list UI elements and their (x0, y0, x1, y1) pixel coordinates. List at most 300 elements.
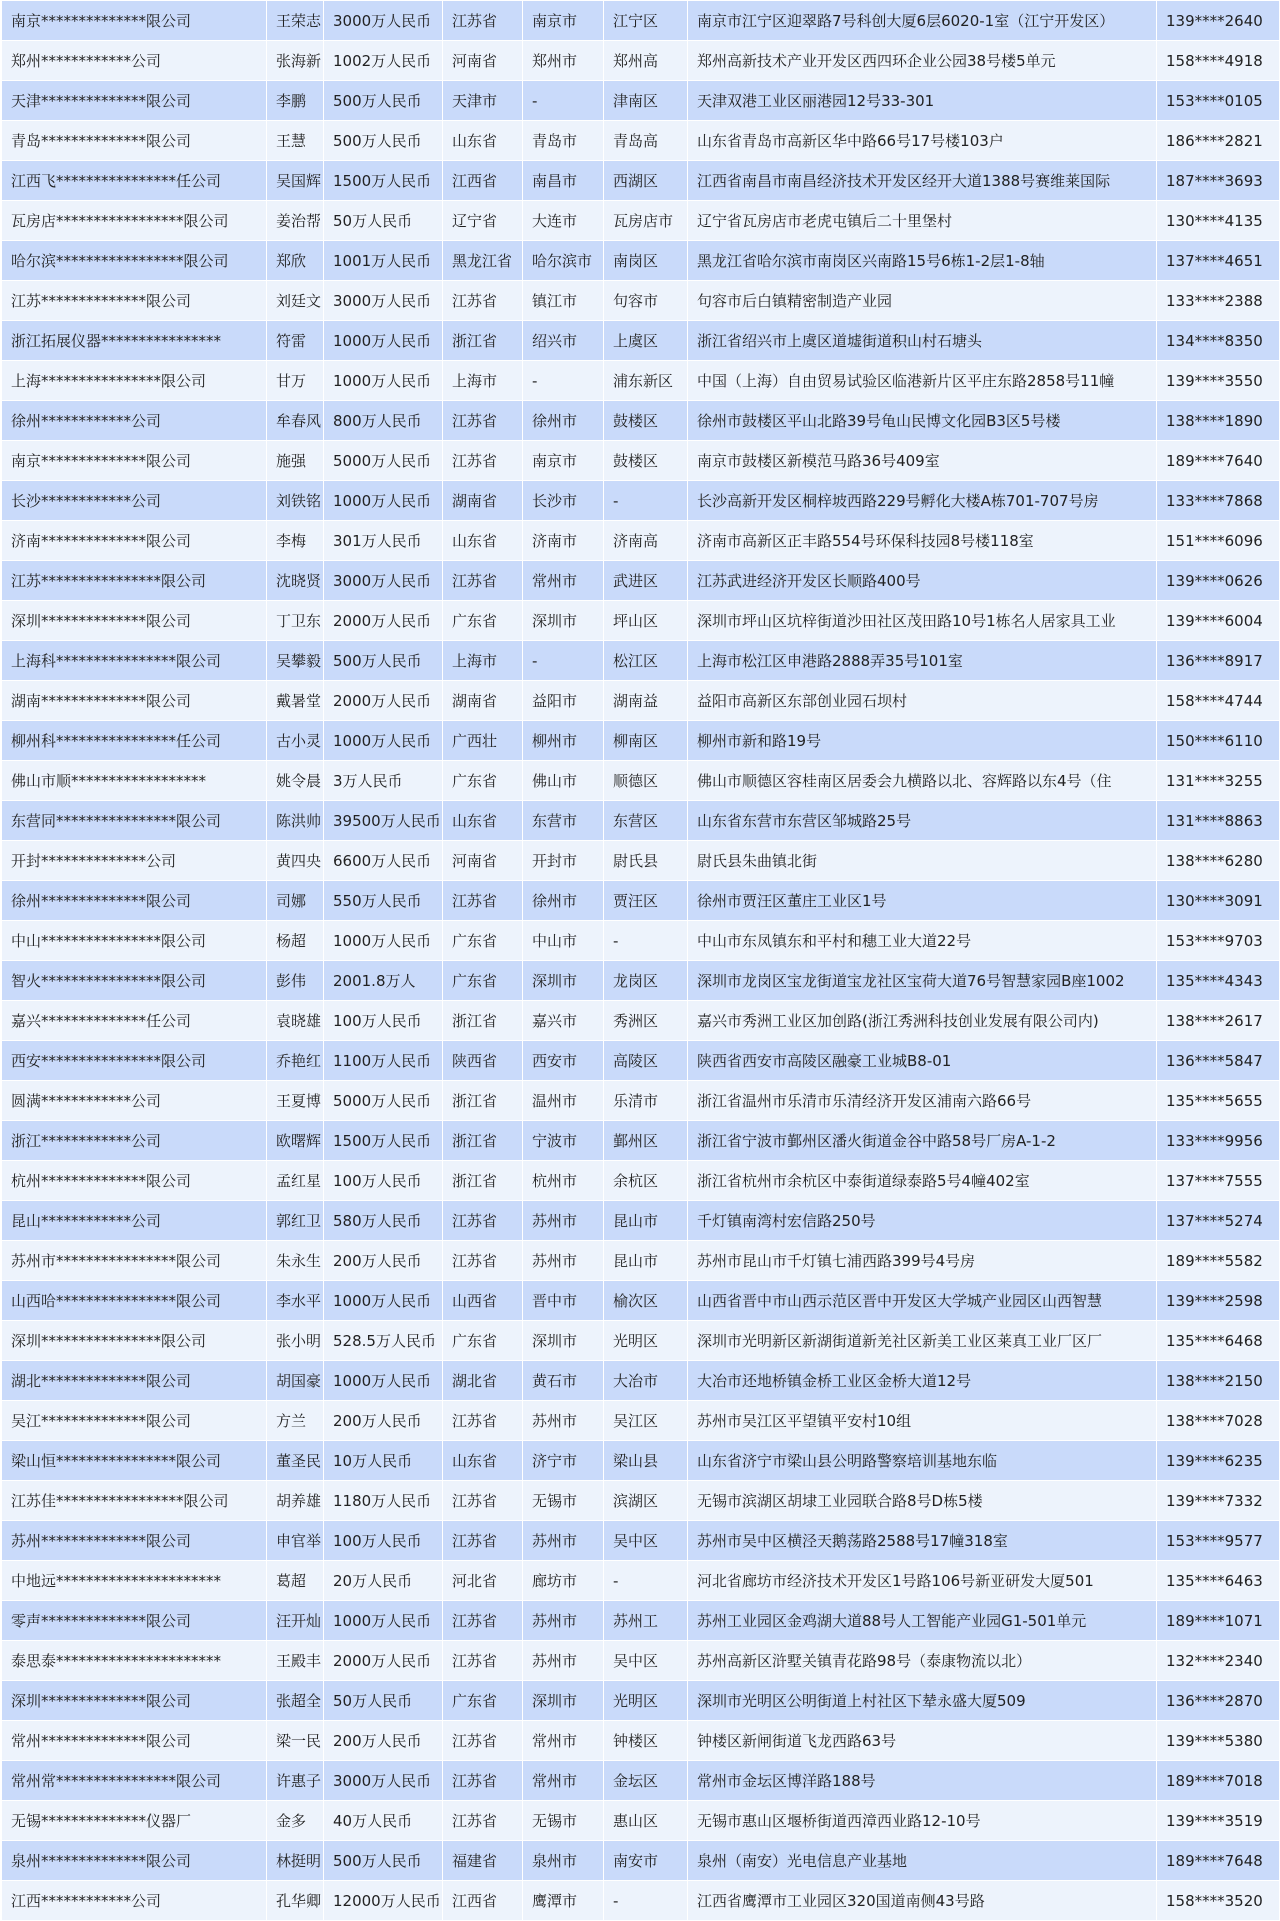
phone-cell: 135****4343 (1157, 961, 1280, 1001)
province-cell: 江苏省 (443, 281, 523, 321)
district-cell: 鄞州区 (604, 1121, 688, 1161)
phone-cell: 138****7028 (1157, 1401, 1280, 1441)
table-row (2, 1, 1280, 41)
company-name-cell: 杭州**************限公司 (2, 1161, 267, 1201)
province-cell: 广东省 (443, 921, 523, 961)
company-name-cell: 郑州************公司 (2, 41, 267, 81)
city-cell: 徐州市 (523, 881, 604, 921)
phone-cell: 137****5274 (1157, 1201, 1280, 1241)
company-name-cell: 浙江拓展仪器**************** (2, 321, 267, 361)
phone-cell: 187****3693 (1157, 161, 1280, 201)
table-row (2, 1641, 1280, 1681)
city-cell: 廊坊市 (523, 1561, 604, 1601)
company-name-cell: 上海****************限公司 (2, 361, 267, 401)
district-cell: 西湖区 (604, 161, 688, 201)
table-row (2, 681, 1280, 721)
contact-person-cell: 刘铁铭 (267, 481, 324, 521)
contact-person-cell: 王殿丰 (267, 1641, 324, 1681)
registered-capital-cell: 500万人民币 (324, 641, 443, 681)
registered-capital-cell: 1180万人民币 (324, 1481, 443, 1521)
city-cell: 鹰潭市 (523, 1881, 604, 1921)
address-cell: 苏州市昆山市千灯镇七浦西路399号4号房 (688, 1241, 1157, 1281)
registered-capital-cell: 1000万人民币 (324, 361, 443, 401)
table-row (2, 641, 1280, 681)
phone-cell: 136****8917 (1157, 641, 1280, 681)
address-cell: 江西省鹰潭市工业园区320国道南侧43号路 (688, 1881, 1157, 1921)
company-name-cell: 湖北**************限公司 (2, 1361, 267, 1401)
company-name-cell: 昆山************公司 (2, 1201, 267, 1241)
registered-capital-cell: 580万人民币 (324, 1201, 443, 1241)
contact-person-cell: 黄四央 (267, 841, 324, 881)
address-cell: 徐州市鼓楼区平山北路39号龟山民博文化园B3区5号楼 (688, 401, 1157, 441)
registered-capital-cell: 500万人民币 (324, 121, 443, 161)
registered-capital-cell: 500万人民币 (324, 1841, 443, 1881)
company-name-cell: 江苏**************限公司 (2, 281, 267, 321)
registered-capital-cell: 1500万人民币 (324, 1121, 443, 1161)
province-cell: 广东省 (443, 1681, 523, 1721)
phone-cell: 138****2617 (1157, 1001, 1280, 1041)
address-cell: 钟楼区新闸街道飞龙西路63号 (688, 1721, 1157, 1761)
province-cell: 江苏省 (443, 1, 523, 41)
province-cell: 山东省 (443, 121, 523, 161)
district-cell: 滨湖区 (604, 1481, 688, 1521)
address-cell: 浙江省宁波市鄞州区潘火街道金谷中路58号厂房A-1-2 (688, 1121, 1157, 1161)
registered-capital-cell: 100万人民币 (324, 1521, 443, 1561)
province-cell: 湖南省 (443, 681, 523, 721)
address-cell: 中山市东凤镇东和平村和穗工业大道22号 (688, 921, 1157, 961)
contact-person-cell: 王荣志 (267, 1, 324, 41)
district-cell: 松江区 (604, 641, 688, 681)
district-cell: - (604, 921, 688, 961)
phone-cell: 139****2640 (1157, 1, 1280, 41)
registered-capital-cell: 100万人民币 (324, 1161, 443, 1201)
phone-cell: 189****7018 (1157, 1761, 1280, 1801)
contact-person-cell: 姚令晨 (267, 761, 324, 801)
contact-person-cell: 王慧 (267, 121, 324, 161)
address-cell: 徐州市贾汪区董庄工业区1号 (688, 881, 1157, 921)
registered-capital-cell: 528.5万人民币 (324, 1321, 443, 1361)
contact-person-cell: 司娜 (267, 881, 324, 921)
province-cell: 广东省 (443, 601, 523, 641)
company-name-cell: 长沙************公司 (2, 481, 267, 521)
phone-cell: 139****5380 (1157, 1721, 1280, 1761)
company-name-cell: 嘉兴**************任公司 (2, 1001, 267, 1041)
district-cell: 大冶市 (604, 1361, 688, 1401)
phone-cell: 130****3091 (1157, 881, 1280, 921)
address-cell: 天津双港工业区丽港园12号33-301 (688, 81, 1157, 121)
address-cell: 郑州高新技术产业开发区西四环企业公园38号楼5单元 (688, 41, 1157, 81)
table-row (2, 1121, 1280, 1161)
district-cell: 江宁区 (604, 1, 688, 41)
province-cell: 江西省 (443, 1881, 523, 1921)
phone-cell: 131****3255 (1157, 761, 1280, 801)
registered-capital-cell: 1000万人民币 (324, 1281, 443, 1321)
province-cell: 浙江省 (443, 321, 523, 361)
registered-capital-cell: 100万人民币 (324, 1001, 443, 1041)
address-cell: 柳州市新和路19号 (688, 721, 1157, 761)
registered-capital-cell: 3000万人民币 (324, 1761, 443, 1801)
phone-cell: 150****6110 (1157, 721, 1280, 761)
registered-capital-cell: 39500万人民币 (324, 801, 443, 841)
company-name-cell: 济南**************限公司 (2, 521, 267, 561)
phone-cell: 139****0626 (1157, 561, 1280, 601)
registered-capital-cell: 550万人民币 (324, 881, 443, 921)
table-row (2, 601, 1280, 641)
phone-cell: 133****7868 (1157, 481, 1280, 521)
registered-capital-cell: 3000万人民币 (324, 1, 443, 41)
phone-cell: 139****6004 (1157, 601, 1280, 641)
table-row (2, 1441, 1280, 1481)
district-cell: 鼓楼区 (604, 401, 688, 441)
registered-capital-cell: 1500万人民币 (324, 161, 443, 201)
table-row (2, 321, 1280, 361)
city-cell: 深圳市 (523, 601, 604, 641)
table-row (2, 1761, 1280, 1801)
company-name-cell: 中地远********************** (2, 1561, 267, 1601)
province-cell: 江苏省 (443, 1721, 523, 1761)
contact-person-cell: 彭伟 (267, 961, 324, 1001)
registered-capital-cell: 1000万人民币 (324, 481, 443, 521)
table-row (2, 281, 1280, 321)
city-cell: 苏州市 (523, 1521, 604, 1561)
address-cell: 上海市松江区申港路2888弄35号101室 (688, 641, 1157, 681)
registered-capital-cell: 3万人民币 (324, 761, 443, 801)
contact-person-cell: 葛超 (267, 1561, 324, 1601)
city-cell: - (523, 361, 604, 401)
registered-capital-cell: 1000万人民币 (324, 321, 443, 361)
registered-capital-cell: 200万人民币 (324, 1401, 443, 1441)
district-cell: 济南高 (604, 521, 688, 561)
contact-person-cell: 戴暑堂 (267, 681, 324, 721)
city-cell: 苏州市 (523, 1401, 604, 1441)
contact-person-cell: 胡养雄 (267, 1481, 324, 1521)
province-cell: 湖北省 (443, 1361, 523, 1401)
district-cell: 津南区 (604, 81, 688, 121)
city-cell: 南京市 (523, 441, 604, 481)
contact-person-cell: 孔华卿 (267, 1881, 324, 1921)
city-cell: 嘉兴市 (523, 1001, 604, 1041)
contact-person-cell: 方兰 (267, 1401, 324, 1441)
city-cell: 宁波市 (523, 1121, 604, 1161)
company-name-cell: 江苏佳*****************限公司 (2, 1481, 267, 1521)
phone-cell: 189****5582 (1157, 1241, 1280, 1281)
company-name-cell: 山西哈****************限公司 (2, 1281, 267, 1321)
province-cell: 广东省 (443, 961, 523, 1001)
district-cell: 贾汪区 (604, 881, 688, 921)
company-name-cell: 梁山恒****************限公司 (2, 1441, 267, 1481)
contact-person-cell: 袁晓雄 (267, 1001, 324, 1041)
company-name-cell: 哈尔滨*****************限公司 (2, 241, 267, 281)
phone-cell: 132****2340 (1157, 1641, 1280, 1681)
phone-cell: 135****5655 (1157, 1081, 1280, 1121)
address-cell: 南京市鼓楼区新模范马路36号409室 (688, 441, 1157, 481)
address-cell: 河北省廊坊市经济技术开发区1号路106号新亚研发大厦501 (688, 1561, 1157, 1601)
district-cell: 秀洲区 (604, 1001, 688, 1041)
address-cell: 益阳市高新区东部创业园石坝村 (688, 681, 1157, 721)
phone-cell: 139****3519 (1157, 1801, 1280, 1841)
registered-capital-cell: 5000万人民币 (324, 441, 443, 481)
address-cell: 无锡市滨湖区胡埭工业园联合路8号D栋5楼 (688, 1481, 1157, 1521)
contact-person-cell: 朱永生 (267, 1241, 324, 1281)
city-cell: 深圳市 (523, 1681, 604, 1721)
registered-capital-cell: 200万人民币 (324, 1241, 443, 1281)
table-row (2, 1201, 1280, 1241)
contact-person-cell: 董圣民 (267, 1441, 324, 1481)
company-name-cell: 西安****************限公司 (2, 1041, 267, 1081)
registered-capital-cell: 50万人民币 (324, 201, 443, 241)
company-name-cell: 湖南**************限公司 (2, 681, 267, 721)
province-cell: 陕西省 (443, 1041, 523, 1081)
contact-person-cell: 申官举 (267, 1521, 324, 1561)
phone-cell: 136****2870 (1157, 1681, 1280, 1721)
contact-person-cell: 牟春风 (267, 401, 324, 441)
province-cell: 河南省 (443, 41, 523, 81)
district-cell: 鼓楼区 (604, 441, 688, 481)
province-cell: 浙江省 (443, 1081, 523, 1121)
district-cell: 梁山县 (604, 1441, 688, 1481)
phone-cell: 130****4135 (1157, 201, 1280, 241)
city-cell: 苏州市 (523, 1241, 604, 1281)
district-cell: 顺德区 (604, 761, 688, 801)
province-cell: 浙江省 (443, 1001, 523, 1041)
contact-person-cell: 许惠子 (267, 1761, 324, 1801)
registered-capital-cell: 800万人民币 (324, 401, 443, 441)
district-cell: - (604, 1561, 688, 1601)
table-body (2, 1, 1280, 1921)
company-name-cell: 南京**************限公司 (2, 441, 267, 481)
province-cell: 河北省 (443, 1561, 523, 1601)
province-cell: 江苏省 (443, 1641, 523, 1681)
phone-cell: 153****9577 (1157, 1521, 1280, 1561)
province-cell: 上海市 (443, 361, 523, 401)
phone-cell: 138****6280 (1157, 841, 1280, 881)
address-cell: 无锡市惠山区堰桥街道西漳西业路12-10号 (688, 1801, 1157, 1841)
address-cell: 深圳市光明区公明街道上村社区下辇永盛大厦509 (688, 1681, 1157, 1721)
contact-person-cell: 杨超 (267, 921, 324, 961)
registered-capital-cell: 1000万人民币 (324, 921, 443, 961)
district-cell: 昆山市 (604, 1201, 688, 1241)
city-cell: 佛山市 (523, 761, 604, 801)
address-cell: 浙江省绍兴市上虞区道墟街道积山村石塘头 (688, 321, 1157, 361)
table-row (2, 801, 1280, 841)
contact-person-cell: 张海新 (267, 41, 324, 81)
table-row (2, 1161, 1280, 1201)
contact-person-cell: 刘廷文 (267, 281, 324, 321)
table-row (2, 201, 1280, 241)
province-cell: 山东省 (443, 521, 523, 561)
address-cell: 苏州市吴江区平望镇平安村10组 (688, 1401, 1157, 1441)
phone-cell: 189****7640 (1157, 441, 1280, 481)
company-name-cell: 浙江************公司 (2, 1121, 267, 1161)
registered-capital-cell: 1000万人民币 (324, 1361, 443, 1401)
phone-cell: 189****1071 (1157, 1601, 1280, 1641)
phone-cell: 139****2598 (1157, 1281, 1280, 1321)
company-name-cell: 深圳**************限公司 (2, 1681, 267, 1721)
company-name-cell: 常州常****************限公司 (2, 1761, 267, 1801)
company-name-cell: 智火****************限公司 (2, 961, 267, 1001)
city-cell: 无锡市 (523, 1801, 604, 1841)
company-name-cell: 苏州**************限公司 (2, 1521, 267, 1561)
district-cell: 乐清市 (604, 1081, 688, 1121)
district-cell: 青岛高 (604, 121, 688, 161)
address-cell: 大冶市还地桥镇金桥工业区金桥大道12号 (688, 1361, 1157, 1401)
registered-capital-cell: 2001.8万人 (324, 961, 443, 1001)
district-cell: 钟楼区 (604, 1721, 688, 1761)
contact-person-cell: 林挺明 (267, 1841, 324, 1881)
province-cell: 江苏省 (443, 561, 523, 601)
registered-capital-cell: 50万人民币 (324, 1681, 443, 1721)
district-cell: 尉氏县 (604, 841, 688, 881)
city-cell: 温州市 (523, 1081, 604, 1121)
district-cell: 光明区 (604, 1321, 688, 1361)
address-cell: 嘉兴市秀洲工业区加创路(浙江秀洲科技创业发展有限公司内) (688, 1001, 1157, 1041)
address-cell: 深圳市龙岗区宝龙街道宝龙社区宝荷大道76号智慧家园B座1002 (688, 961, 1157, 1001)
city-cell: 苏州市 (523, 1601, 604, 1641)
city-cell: 杭州市 (523, 1161, 604, 1201)
company-name-cell: 柳州科****************任公司 (2, 721, 267, 761)
city-cell: 南昌市 (523, 161, 604, 201)
district-cell: 句容市 (604, 281, 688, 321)
address-cell: 山东省济宁市梁山县公明路警察培训基地东临 (688, 1441, 1157, 1481)
district-cell: 柳南区 (604, 721, 688, 761)
company-name-cell: 苏州市****************限公司 (2, 1241, 267, 1281)
registered-capital-cell: 301万人民币 (324, 521, 443, 561)
registered-capital-cell: 20万人民币 (324, 1561, 443, 1601)
district-cell: 南岗区 (604, 241, 688, 281)
city-cell: 西安市 (523, 1041, 604, 1081)
table-row (2, 1841, 1280, 1881)
table-row (2, 1041, 1280, 1081)
contact-person-cell: 梁一民 (267, 1721, 324, 1761)
city-cell: 苏州市 (523, 1641, 604, 1681)
contact-person-cell: 孟红星 (267, 1161, 324, 1201)
table-row (2, 761, 1280, 801)
table-row (2, 481, 1280, 521)
company-name-cell: 零声**************限公司 (2, 1601, 267, 1641)
registered-capital-cell: 40万人民币 (324, 1801, 443, 1841)
company-name-cell: 徐州************公司 (2, 401, 267, 441)
phone-cell: 131****8863 (1157, 801, 1280, 841)
address-cell: 陕西省西安市高陵区融豪工业城B8-01 (688, 1041, 1157, 1081)
city-cell: 哈尔滨市 (523, 241, 604, 281)
company-name-cell: 东营同****************限公司 (2, 801, 267, 841)
registered-capital-cell: 6600万人民币 (324, 841, 443, 881)
province-cell: 浙江省 (443, 1121, 523, 1161)
contact-person-cell: 李水平 (267, 1281, 324, 1321)
registered-capital-cell: 2000万人民币 (324, 1641, 443, 1681)
contact-person-cell: 吴国辉 (267, 161, 324, 201)
phone-cell: 139****3550 (1157, 361, 1280, 401)
city-cell: 常州市 (523, 1721, 604, 1761)
province-cell: 福建省 (443, 1841, 523, 1881)
table-row (2, 41, 1280, 81)
registered-capital-cell: 1100万人民币 (324, 1041, 443, 1081)
company-name-cell: 青岛**************限公司 (2, 121, 267, 161)
table-row (2, 1481, 1280, 1521)
province-cell: 江苏省 (443, 1401, 523, 1441)
registered-capital-cell: 3000万人民币 (324, 281, 443, 321)
phone-cell: 136****5847 (1157, 1041, 1280, 1081)
address-cell: 山东省东营市东营区邹城路25号 (688, 801, 1157, 841)
phone-cell: 134****8350 (1157, 321, 1280, 361)
registered-capital-cell: 200万人民币 (324, 1721, 443, 1761)
contact-person-cell: 王夏博 (267, 1081, 324, 1121)
table-row (2, 1001, 1280, 1041)
district-cell: 上虞区 (604, 321, 688, 361)
contact-person-cell: 古小灵 (267, 721, 324, 761)
table-row (2, 1241, 1280, 1281)
table-row (2, 1361, 1280, 1401)
district-cell: 光明区 (604, 1681, 688, 1721)
company-name-cell: 吴江**************限公司 (2, 1401, 267, 1441)
city-cell: 黄石市 (523, 1361, 604, 1401)
company-name-cell: 江西************公司 (2, 1881, 267, 1921)
city-cell: 济宁市 (523, 1441, 604, 1481)
phone-cell: 151****6096 (1157, 521, 1280, 561)
table-row (2, 841, 1280, 881)
city-cell: 泉州市 (523, 1841, 604, 1881)
province-cell: 江苏省 (443, 1521, 523, 1561)
district-cell: 余杭区 (604, 1161, 688, 1201)
district-cell: 浦东新区 (604, 361, 688, 401)
address-cell: 尉氏县朱曲镇北街 (688, 841, 1157, 881)
province-cell: 江苏省 (443, 1201, 523, 1241)
address-cell: 南京市江宁区迎翠路7号科创大厦6层6020-1室（江宁开发区） (688, 1, 1157, 41)
company-name-cell: 上海科****************限公司 (2, 641, 267, 681)
city-cell: 深圳市 (523, 961, 604, 1001)
table-row (2, 1601, 1280, 1641)
city-cell: 济南市 (523, 521, 604, 561)
table-row (2, 1561, 1280, 1601)
district-cell: 吴江区 (604, 1401, 688, 1441)
province-cell: 江西省 (443, 161, 523, 201)
table-row (2, 721, 1280, 761)
table-row (2, 961, 1280, 1001)
province-cell: 江苏省 (443, 1481, 523, 1521)
city-cell: 中山市 (523, 921, 604, 961)
company-name-cell: 江苏****************限公司 (2, 561, 267, 601)
company-name-cell: 圆满************公司 (2, 1081, 267, 1121)
phone-cell: 137****7555 (1157, 1161, 1280, 1201)
city-cell: 深圳市 (523, 1321, 604, 1361)
city-cell: 大连市 (523, 201, 604, 241)
district-cell: 武进区 (604, 561, 688, 601)
district-cell: 湖南益 (604, 681, 688, 721)
city-cell: 郑州市 (523, 41, 604, 81)
registered-capital-cell: 1000万人民币 (324, 1601, 443, 1641)
company-name-cell: 南京**************限公司 (2, 1, 267, 41)
district-cell: 苏州工 (604, 1601, 688, 1641)
table-row (2, 561, 1280, 601)
district-cell: 郑州高 (604, 41, 688, 81)
registered-capital-cell: 1001万人民币 (324, 241, 443, 281)
registered-capital-cell: 1000万人民币 (324, 721, 443, 761)
district-cell: 吴中区 (604, 1521, 688, 1561)
province-cell: 广东省 (443, 1321, 523, 1361)
table-row (2, 1321, 1280, 1361)
phone-cell: 189****7648 (1157, 1841, 1280, 1881)
city-cell: 徐州市 (523, 401, 604, 441)
district-cell: 东营区 (604, 801, 688, 841)
city-cell: 常州市 (523, 1761, 604, 1801)
company-table (1, 0, 1280, 1921)
city-cell: 常州市 (523, 561, 604, 601)
province-cell: 浙江省 (443, 1161, 523, 1201)
contact-person-cell: 陈洪帅 (267, 801, 324, 841)
phone-cell: 158****4744 (1157, 681, 1280, 721)
phone-cell: 135****6463 (1157, 1561, 1280, 1601)
province-cell: 山东省 (443, 1441, 523, 1481)
